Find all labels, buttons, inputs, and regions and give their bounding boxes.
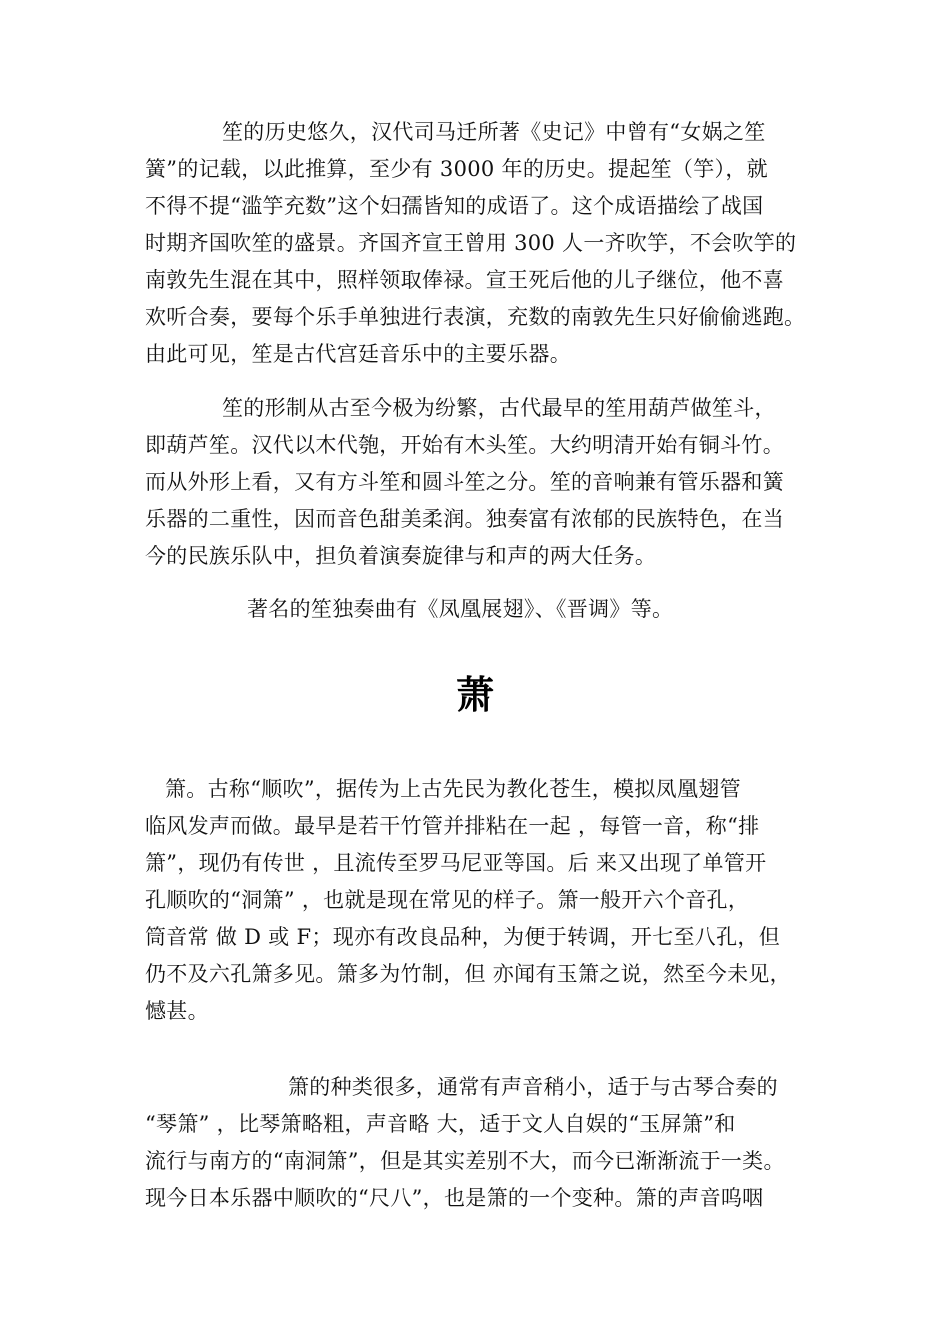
text-line: 箫。古称“顺吹”，据传为上古先民为教化苍生，模拟凤凰翅管	[165, 777, 741, 801]
text-line: 流行与南方的“南洞箫”，但是其实差别不大，而今已渐渐流于一类。	[145, 1149, 785, 1173]
xiao-history-paragraph	[145, 771, 810, 1030]
text-line: 南敦先生混在其中，照样领取俸禄。宣王死后他的儿子继位，他不喜	[145, 268, 784, 292]
text-line: 乐器的二重性，因而音色甜美柔润。独奏富有浓郁的民族特色，在当	[145, 507, 784, 531]
text-line: 而从外形上看，又有方斗笙和圆斗笙之分。笙的音响兼有管乐器和簧	[145, 470, 784, 494]
text-line: 不得不提“滥竽充数”这个妇孺皆知的成语了。这个成语描绘了战国	[145, 194, 764, 218]
text-line: 即葫芦笙。汉代以木代匏，开始有木头笙。大约明清开始有铜斗竹。	[145, 433, 784, 457]
text-line: 仍不及六孔箫多见。箫多为竹制，但 亦闻有玉箫之说，然至今未见，	[145, 962, 791, 986]
text-line: 由此可见，笙是古代宫廷音乐中的主要乐器。	[145, 342, 571, 366]
text-line: 时期齐国吹笙的盛景。齐国齐宣王曾用 300 人一齐吹竽，不会吹竽的	[145, 231, 797, 255]
text-line: 欢听合奏，要每个乐手单独进行表演，充数的南敦先生只好偷偷逃跑。	[145, 305, 806, 329]
text-line: 著名的笙独奏曲有《凤凰展翅》、《晋调》等。	[247, 597, 674, 621]
text-line: 筒音常 做 D 或 F；现亦有改良品种，为便于转调，开七至八孔，但	[145, 925, 781, 949]
text-line: 簧”的记载，以此推算，至少有 3000 年的历史。提起笙（竽），就	[145, 157, 768, 181]
text-line: 笙的形制从古至今极为纷繁，古代最早的笙用葫芦做笙斗，	[222, 396, 776, 420]
xiao-types-paragraph	[145, 1069, 810, 1217]
text-line: 笙的历史悠久，汉代司马迁所著《史记》中曾有“女娲之笙	[222, 120, 766, 144]
text-line: 现今日本乐器中顺吹的“尺八”，也是箫的一个变种。箫的声音呜咽	[145, 1186, 764, 1210]
sheng-history-paragraph	[145, 114, 810, 373]
text-line: 箫”，现仍有传世 ，且流传至罗马尼亚等国。后 来又出现了单管开	[145, 851, 767, 875]
text-line: 箫的种类很多，通常有声音稍小，适于与古琴合奏的	[288, 1075, 778, 1099]
section-heading-xiao: 萧	[455, 673, 494, 717]
text-line: 孔顺吹的“洞箫” ，也就是现在常见的样子。箫一般开六个音孔，	[145, 888, 750, 912]
sheng-form-paragraph	[145, 390, 810, 575]
text-line: 今的民族乐队中，担负着演奏旋律与和声的两大任务。	[145, 544, 657, 568]
sheng-famous-pieces-paragraph	[145, 591, 810, 628]
text-line: 憾甚。	[145, 999, 209, 1023]
text-line: 临风发声而做。最早是若干竹管并排粘在一起 ，每管一音，称“排	[145, 814, 760, 838]
text-line: “琴箫” ，比琴箫略粗，声音略 大，适于文人自娱的“玉屏箫”和	[145, 1112, 736, 1136]
